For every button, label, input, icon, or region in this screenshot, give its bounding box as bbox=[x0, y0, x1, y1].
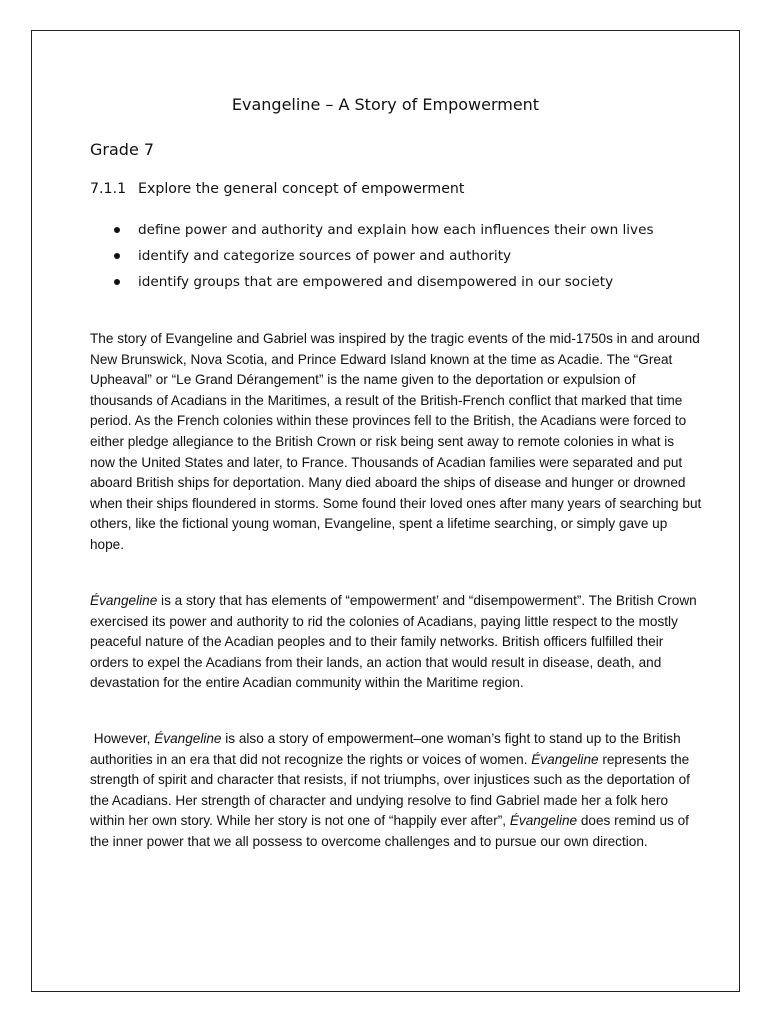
outcome-number: 7.1.1 bbox=[90, 181, 127, 197]
italic-title: Évangeline bbox=[154, 731, 222, 746]
outcome-text: Explore the general concept of empowerment bbox=[138, 181, 465, 197]
grade-heading: Grade 7 bbox=[90, 140, 155, 159]
paragraph-disempowerment: Évangeline is a story that has elements of “empowerment’ and “disempowerment”. The British Crown exercised its power and authority to rid the colonies of Acadians, paying little respect to the mostly peaceful nature of the Acadian peoples and to their family networks. British officers fulfilled their orders to expel the Acadians from their lands, an action that would result in disease, death, and devastation for the entire Acadian community within the Maritime region. bbox=[90, 593, 697, 691]
italic-title: Évangeline bbox=[531, 751, 599, 767]
document-page bbox=[31, 30, 740, 992]
paragraph-history: The story of Evangeline and Gabriel was inspired by the tragic events of the mid-1750s in and around New Brunswick, Nova Scotia, and Prince Edward Island known at the time as Acadie. The “Great Upheaval” or “Le Grand Dérangement” is the name given to the deportation or expulsion of thousands of Acadians in the Maritimes, a result of the British-French conflict that marked that time period. As the French colonies within these provinces fell to the British, the Acadians were forced to either pledge allegiance to the British Crown or risk being sent away to remote colonies in what is now the United States and later, to France. Thousands of Acadian families were separated and put aboard British ships for deportation. Many died aboard the ships of disease and hunger or drowned when their ships floundered in storms. Some found their loved ones after many years of searching but others, like the fictional young woman, Evangeline, spent a lifetime searching, or simply gave up hope. bbox=[90, 331, 702, 552]
bullet-icon bbox=[114, 227, 120, 233]
bullet-icon bbox=[114, 253, 120, 259]
italic-title: Évangeline bbox=[509, 813, 578, 829]
italic-title: Évangeline bbox=[90, 593, 158, 608]
outcome-bullet-list bbox=[112, 217, 654, 295]
document-title: Evangeline – A Story of Empowerment bbox=[231, 95, 540, 114]
outcome-heading bbox=[90, 181, 465, 197]
paragraph-empowerment: However, Évangeline is also a story of empowerment–one woman’s fight to stand up to the British authorities in an era that did not recognize the rights or voices of women. Évangeline represents the strength of spirit and character that resists, if not triumphs, over injustices such as the deportation of the Acadians. Her strength of character and undying resolve to find Gabriel made her a folk hero within her own story. While her story is not one of “happily ever after”, Évangeline does remind us of the inner power that we all possess to overcome challenges and to pursue our own direction. bbox=[90, 731, 690, 849]
list-item: identify and categorize sources of power and authority bbox=[112, 243, 654, 269]
list-item: define power and authority and explain how each influences their own lives bbox=[112, 217, 654, 243]
list-item: identify groups that are empowered and disempowered in our society bbox=[112, 269, 654, 295]
bullet-icon bbox=[114, 279, 120, 285]
